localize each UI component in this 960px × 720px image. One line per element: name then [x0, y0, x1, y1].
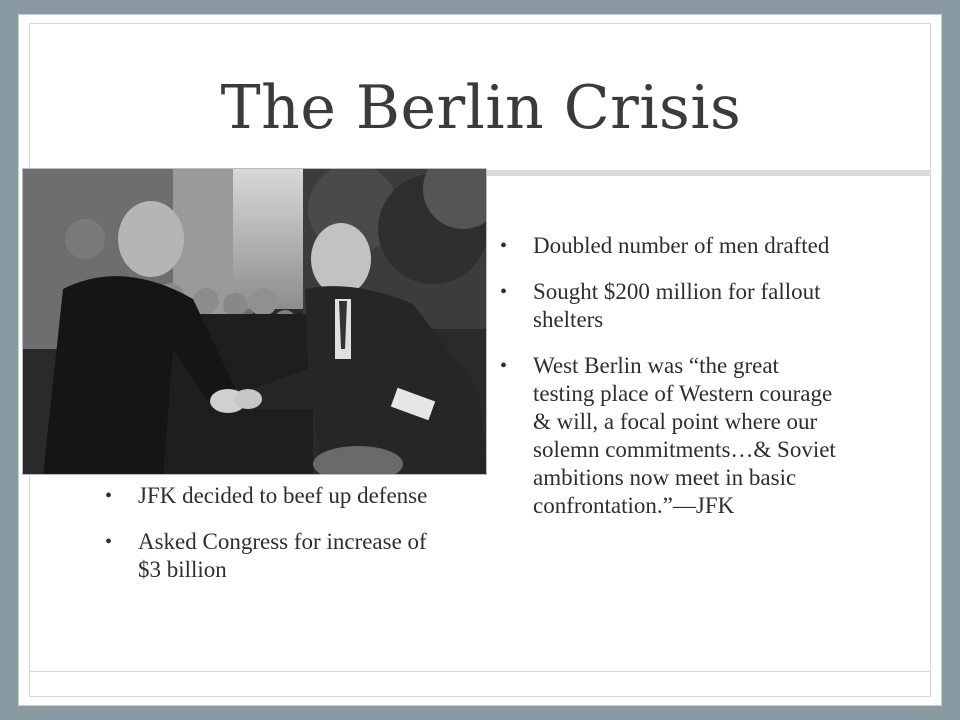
bullet-text: JFK decided to beef up defense [138, 483, 428, 508]
title-divider [479, 170, 931, 176]
bullet-icon: • [105, 531, 113, 553]
left-bullet-list [101, 482, 431, 602]
footer-divider [29, 671, 931, 672]
list-item [496, 352, 846, 520]
bullet-text: Sought $200 million for fallout shelters [533, 279, 821, 332]
bullet-icon: • [105, 485, 113, 507]
bullet-icon: • [500, 355, 508, 377]
list-item [496, 278, 846, 334]
bullet-icon: • [500, 281, 508, 303]
photo-handshake-icon [23, 169, 487, 475]
bullet-text: Asked Congress for increase of $3 billion [138, 529, 427, 582]
list-item [101, 528, 431, 584]
right-bullet-list [496, 232, 846, 538]
bullet-icon: • [500, 235, 508, 257]
slide [18, 14, 942, 706]
historical-photo [22, 168, 487, 475]
bullet-text: Doubled number of men drafted [533, 233, 830, 258]
list-item [496, 232, 846, 260]
slide-title: The Berlin Crisis [220, 73, 742, 143]
bullet-text: West Berlin was “the great testing place of Western courage & will, a focal point where our solemn commitments…& Soviet ambitions now meet in basic confrontation.”—JFK [533, 353, 836, 518]
list-item [101, 482, 431, 510]
